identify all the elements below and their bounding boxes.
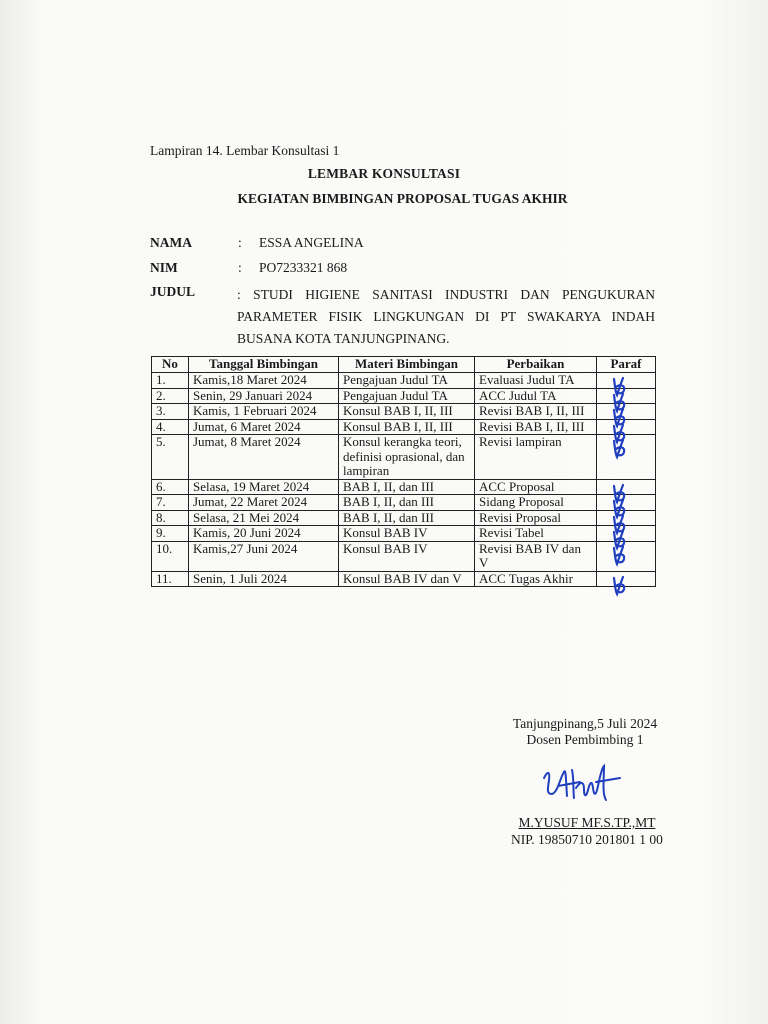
header-perbaikan: Perbaikan xyxy=(475,357,597,373)
cell-materi: Konsul BAB IV dan V xyxy=(339,571,475,587)
paraf-signature-mark xyxy=(611,437,629,461)
document-title: LEMBAR KONSULTASI xyxy=(307,166,461,181)
cell-no: 10. xyxy=(152,541,189,571)
cell-paraf xyxy=(597,373,656,389)
header-tanggal: Tanggal Bimbingan xyxy=(189,357,339,373)
cell-materi: Konsul BAB I, II, III xyxy=(339,419,475,435)
cell-perbaikan: Sidang Proposal xyxy=(475,495,597,511)
table-row xyxy=(152,388,656,404)
cell-materi: Konsul BAB IV xyxy=(339,526,475,542)
table-row xyxy=(152,510,656,526)
cell-no: 4. xyxy=(152,419,189,435)
cell-perbaikan: Revisi lampiran xyxy=(475,435,597,480)
table-row xyxy=(152,541,656,571)
judul-line-2: PARAMETER FISIK LINGKUNGAN DI PT SWAKARYA INDAH xyxy=(237,309,655,324)
cell-tanggal: Kamis, 1 Februari 2024 xyxy=(189,404,339,420)
cell-perbaikan: ACC Tugas Akhir xyxy=(475,571,597,587)
place-date: Tanjungpinang,5 Juli 2024 xyxy=(512,716,658,731)
cell-tanggal: Jumat, 22 Maret 2024 xyxy=(189,495,339,511)
table-row xyxy=(152,526,656,542)
cell-no: 5. xyxy=(152,435,189,480)
cell-no: 7. xyxy=(152,495,189,511)
consultation-table xyxy=(151,356,656,587)
cell-tanggal: Kamis,27 Juni 2024 xyxy=(189,541,339,571)
judul-line-1: : STUDI HIGIENE SANITASI INDUSTRI DAN PENGUKURAN xyxy=(237,287,655,302)
table-row xyxy=(152,571,656,587)
supervisor-role: Dosen Pembimbing 1 xyxy=(526,732,644,747)
table-row xyxy=(152,419,656,435)
cell-materi: Konsul BAB IV xyxy=(339,541,475,571)
judul-value xyxy=(237,284,655,350)
cell-perbaikan: ACC Judul TA xyxy=(475,388,597,404)
paraf-signature-mark xyxy=(611,544,629,568)
cell-paraf xyxy=(597,526,656,542)
cell-perbaikan: Revisi Tabel xyxy=(475,526,597,542)
table-row xyxy=(152,479,656,495)
table-row xyxy=(152,373,656,389)
cell-paraf xyxy=(597,404,656,420)
nama-value: ESSA ANGELINA xyxy=(259,235,364,250)
cell-tanggal: Senin, 29 Januari 2024 xyxy=(189,388,339,404)
cell-tanggal: Selasa, 19 Maret 2024 xyxy=(189,479,339,495)
cell-tanggal: Kamis, 20 Juni 2024 xyxy=(189,526,339,542)
cell-no: 6. xyxy=(152,479,189,495)
judul-line-3: BUSANA KOTA TANJUNGPINANG. xyxy=(237,331,450,346)
document-subtitle: KEGIATAN BIMBINGAN PROPOSAL TUGAS AKHIR xyxy=(237,191,568,206)
cell-tanggal: Kamis,18 Maret 2024 xyxy=(189,373,339,389)
cell-perbaikan: Revisi BAB I, II, III xyxy=(475,419,597,435)
nama-colon: : xyxy=(238,235,242,250)
cell-no: 9. xyxy=(152,526,189,542)
cell-paraf xyxy=(597,495,656,511)
supervisor-signature xyxy=(540,760,630,810)
cell-materi: BAB I, II, dan III xyxy=(339,495,475,511)
cell-materi: BAB I, II, dan III xyxy=(339,479,475,495)
supervisor-name: M.YUSUF MF.S.TP.,MT xyxy=(518,815,656,830)
cell-paraf xyxy=(597,541,656,571)
cell-materi: Konsul kerangka teori, definisi oprasional, dan lampiran xyxy=(339,435,475,480)
attachment-caption: Lampiran 14. Lembar Konsultasi 1 xyxy=(150,143,340,158)
header-paraf: Paraf xyxy=(597,357,656,373)
cell-paraf xyxy=(597,479,656,495)
cell-paraf xyxy=(597,419,656,435)
nim-colon: : xyxy=(238,260,242,275)
cell-materi: BAB I, II, dan III xyxy=(339,510,475,526)
cell-no: 8. xyxy=(152,510,189,526)
cell-no: 11. xyxy=(152,571,189,587)
cell-perbaikan: Evaluasi Judul TA xyxy=(475,373,597,389)
cell-materi: Pengajuan Judul TA xyxy=(339,388,475,404)
cell-paraf xyxy=(597,435,656,480)
cell-paraf xyxy=(597,388,656,404)
header-no: No xyxy=(152,357,189,373)
cell-perbaikan: Revisi Proposal xyxy=(475,510,597,526)
paraf-signature-mark xyxy=(611,574,629,598)
table-header-row xyxy=(152,357,656,373)
cell-perbaikan: ACC Proposal xyxy=(475,479,597,495)
cell-materi: Pengajuan Judul TA xyxy=(339,373,475,389)
table-row xyxy=(152,404,656,420)
cell-materi: Konsul BAB I, II, III xyxy=(339,404,475,420)
nama-label: NAMA xyxy=(150,235,192,250)
cell-tanggal: Jumat, 6 Maret 2024 xyxy=(189,419,339,435)
judul-label: JUDUL xyxy=(150,284,196,299)
header-materi: Materi Bimbingan xyxy=(339,357,475,373)
table-row xyxy=(152,435,656,480)
supervisor-nip: NIP. 19850710 201801 1 00 xyxy=(511,832,663,847)
cell-perbaikan: Revisi BAB I, II, III xyxy=(475,404,597,420)
cell-paraf xyxy=(597,510,656,526)
cell-tanggal: Jumat, 8 Maret 2024 xyxy=(189,435,339,480)
cell-tanggal: Selasa, 21 Mei 2024 xyxy=(189,510,339,526)
cell-perbaikan: Revisi BAB IV dan V xyxy=(475,541,597,571)
cell-no: 3. xyxy=(152,404,189,420)
cell-tanggal: Senin, 1 Juli 2024 xyxy=(189,571,339,587)
cell-paraf xyxy=(597,571,656,587)
nim-label: NIM xyxy=(150,260,178,275)
nim-value: PO7233321 868 xyxy=(259,260,348,275)
cell-no: 2. xyxy=(152,388,189,404)
table-row xyxy=(152,495,656,511)
cell-no: 1. xyxy=(152,373,189,389)
